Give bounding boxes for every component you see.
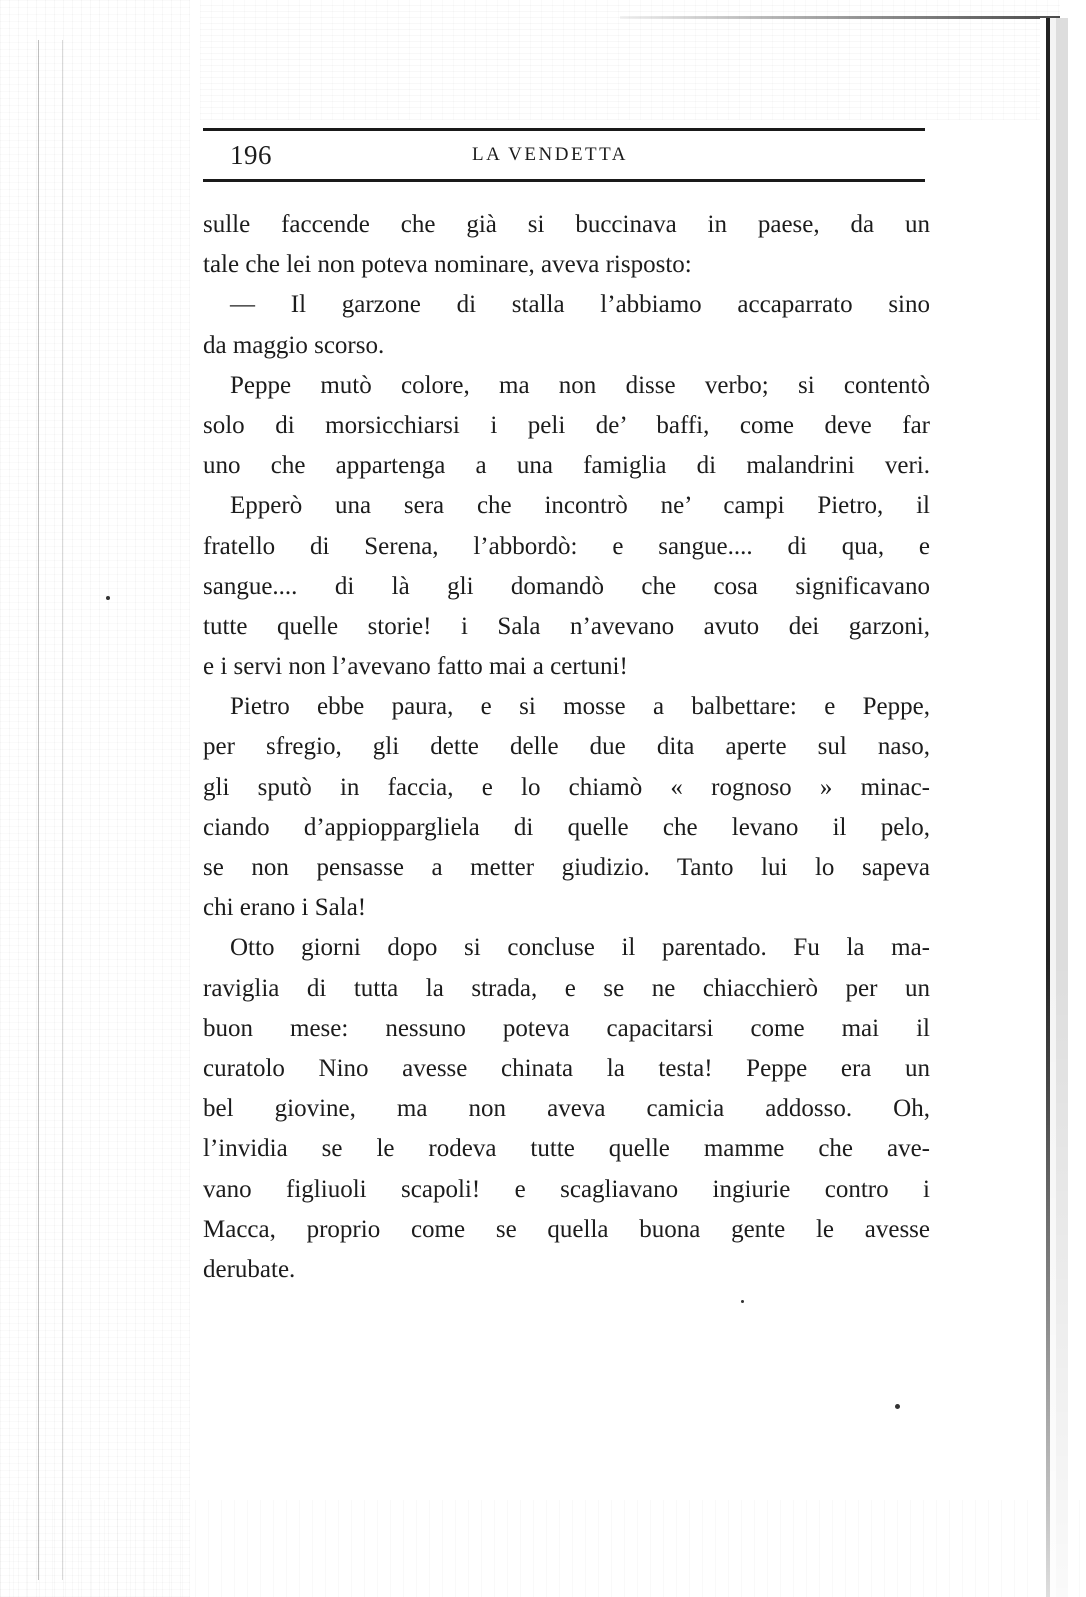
text-line: uno che appartenga a una famiglia di malandrini veri. — [203, 452, 930, 480]
text-line: derubate. — [203, 1255, 296, 1283]
text-line: Epperò una sera che incontrò ne’ campi Pietro, il — [230, 492, 930, 520]
text-line: bel giovine, ma non aveva camicia addosso. Oh, — [203, 1095, 930, 1123]
text-line: chi erano i Sala! — [203, 894, 367, 922]
text-line: Macca, proprio come se quella buona gente le avesse — [203, 1215, 930, 1243]
scan-noise-left-margin — [0, 0, 190, 1597]
text-line: sangue.... di là gli domandò che cosa significavano — [203, 572, 930, 600]
text-line: tale che lei non poteva nominare, aveva risposto: — [203, 251, 692, 279]
page-body-text — [203, 205, 930, 1290]
text-line: Otto giorni dopo si concluse il parentado. Fu la ma- — [230, 934, 930, 962]
text-line: e i servi non l’avevano fatto mai a certuni! — [203, 653, 628, 681]
text-line: buon mese: nessuno poteva capacitarsi come mai il — [203, 1014, 930, 1042]
header-rule-bottom — [203, 179, 925, 182]
ink-speck — [741, 1300, 744, 1303]
text-line: vano figliuoli scapoli! e scagliavano ingiurie contro i — [203, 1175, 930, 1203]
text-line: curatolo Nino avesse chinata la testa! Peppe era un — [203, 1054, 930, 1082]
ink-speck — [106, 596, 110, 600]
text-line: Pietro ebbe paura, e si mosse a balbettare: e Peppe, — [230, 693, 930, 721]
scan-left-edge-line-secondary — [62, 40, 63, 1580]
text-line: — Il garzone di stalla l’abbiamo accaparrato sino — [230, 291, 930, 319]
text-line: Peppe mutò colore, ma non disse verbo; si contentò — [230, 371, 930, 399]
text-line: ciando d’appioppargliela di quelle che levano il pelo, — [203, 813, 930, 841]
text-line: l’invidia se le rodeva tutte quelle mamme che ave- — [203, 1135, 930, 1163]
running-header — [203, 128, 925, 184]
text-line: raviglia di tutta la strada, e se ne chiacchierò per un — [203, 974, 930, 1002]
text-line: gli sputò in faccia, e lo chiamò « rognoso » minac- — [203, 773, 930, 801]
text-line: fratello di Serena, l’abbordò: e sangue.... di qua, e — [203, 532, 930, 560]
scan-noise-bottom-margin — [0, 1500, 1086, 1597]
header-rule-top — [203, 128, 925, 131]
text-line: sulle faccende che già si buccinava in paese, da un — [203, 211, 930, 238]
text-line: da maggio scorso. — [203, 331, 385, 359]
running-title: LA VENDETTA — [472, 144, 628, 165]
scan-top-edge-line — [620, 16, 1060, 19]
text-line: se non pensasse a metter giudizio. Tanto lui lo sapeva — [203, 854, 930, 881]
page-binding-edge-fade — [1040, 960, 1068, 1597]
scan-left-edge-line — [38, 40, 39, 1580]
ink-speck — [895, 1404, 900, 1409]
page-number: 196 — [230, 140, 272, 170]
text-line: tutte quelle storie! i Sala n’avevano avuto dei garzoni, — [203, 612, 930, 640]
text-line: solo di morsicchiarsi i peli de’ baffi, come deve far — [203, 411, 930, 439]
text-line: per sfregio, gli dette delle due dita aperte sul naso, — [203, 733, 930, 761]
